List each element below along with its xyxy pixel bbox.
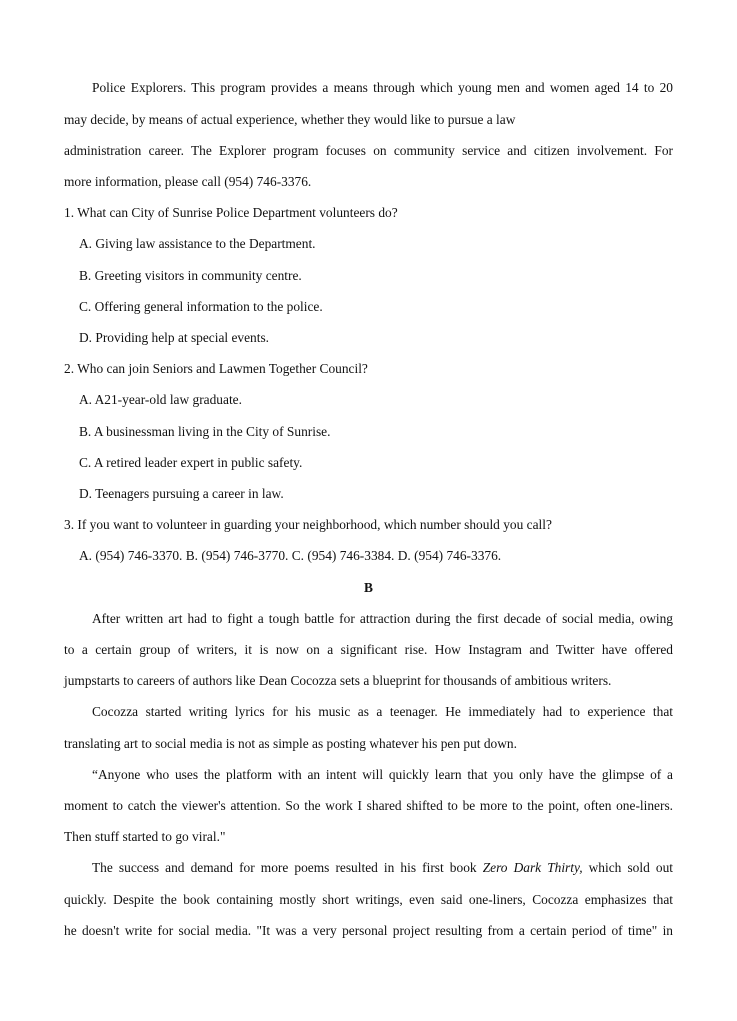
question-stem: 2. Who can join Seniors and Lawmen Together Council? bbox=[64, 361, 368, 376]
paragraph-line: to a certain group of writers, it is now on a significant rise. How Instagram and Twitter have offered bbox=[64, 642, 673, 657]
answer-option: B. Greeting visitors in community centre. bbox=[79, 268, 302, 283]
paragraph-line: moment to catch the viewer's attention. So the work I shared shifted to be more to the point, often one-liners. bbox=[64, 798, 673, 813]
paragraph-line: translating art to social media is not as simple as posting whatever his pen put down. bbox=[64, 736, 517, 751]
answer-option: D. Teenagers pursuing a career in law. bbox=[79, 486, 284, 501]
question-stem: 3. If you want to volunteer in guarding your neighborhood, which number should you call? bbox=[64, 517, 552, 532]
section-heading: B bbox=[364, 580, 373, 595]
paragraph-line: may decide, by means of actual experience, whether they would like to pursue a law bbox=[64, 112, 516, 127]
book-title: Zero Dark Thirty, bbox=[482, 860, 583, 875]
paragraph-line: quickly. Despite the book containing mostly short writings, even said one-liners, Cocozza emphasizes that bbox=[64, 892, 673, 907]
answer-option: C. Offering general information to the police. bbox=[79, 299, 323, 314]
question-stem: 1. What can City of Sunrise Police Department volunteers do? bbox=[64, 205, 398, 220]
paragraph-line: Then stuff started to go viral." bbox=[64, 829, 226, 844]
paragraph-line: he doesn't write for social media. "It was a very personal project resulting from a certain period of time" in bbox=[64, 923, 673, 938]
answer-option: D. Providing help at special events. bbox=[79, 330, 270, 345]
paragraph-line: Cocozza started writing lyrics for his music as a teenager. He immediately had to experience that bbox=[92, 704, 673, 719]
text-run: The success and demand for more poems resulted in his first book bbox=[92, 860, 483, 875]
paragraph-line: “Anyone who uses the platform with an intent will quickly learn that you only have the glimpse of a bbox=[92, 767, 673, 782]
paragraph-line: more information, please call (954) 746-3376. bbox=[64, 174, 312, 189]
paragraph-line: After written art had to fight a tough battle for attraction during the first decade of social media, owing bbox=[92, 611, 673, 626]
answer-option: A. Giving law assistance to the Department. bbox=[79, 236, 316, 251]
paragraph-line: Police Explorers. This program provides a means through which young men and women aged 14 to 20 bbox=[92, 80, 673, 95]
paragraph-line bbox=[92, 860, 673, 876]
answer-options-line: A. (954) 746-3370. B. (954) 746-3770. C. (954) 746-3384. D. (954) 746-3376. bbox=[79, 548, 502, 563]
text-run: which sold out bbox=[582, 860, 673, 875]
answer-option: A. A21-year-old law graduate. bbox=[79, 392, 242, 407]
paragraph-line: jumpstarts to careers of authors like Dean Cocozza sets a blueprint for thousands of ambitious writers. bbox=[64, 673, 612, 688]
answer-option: C. A retired leader expert in public safety. bbox=[79, 455, 303, 470]
answer-option: B. A businessman living in the City of Sunrise. bbox=[79, 424, 331, 439]
paragraph-line: administration career. The Explorer program focuses on community service and citizen involvement. For bbox=[64, 143, 673, 158]
